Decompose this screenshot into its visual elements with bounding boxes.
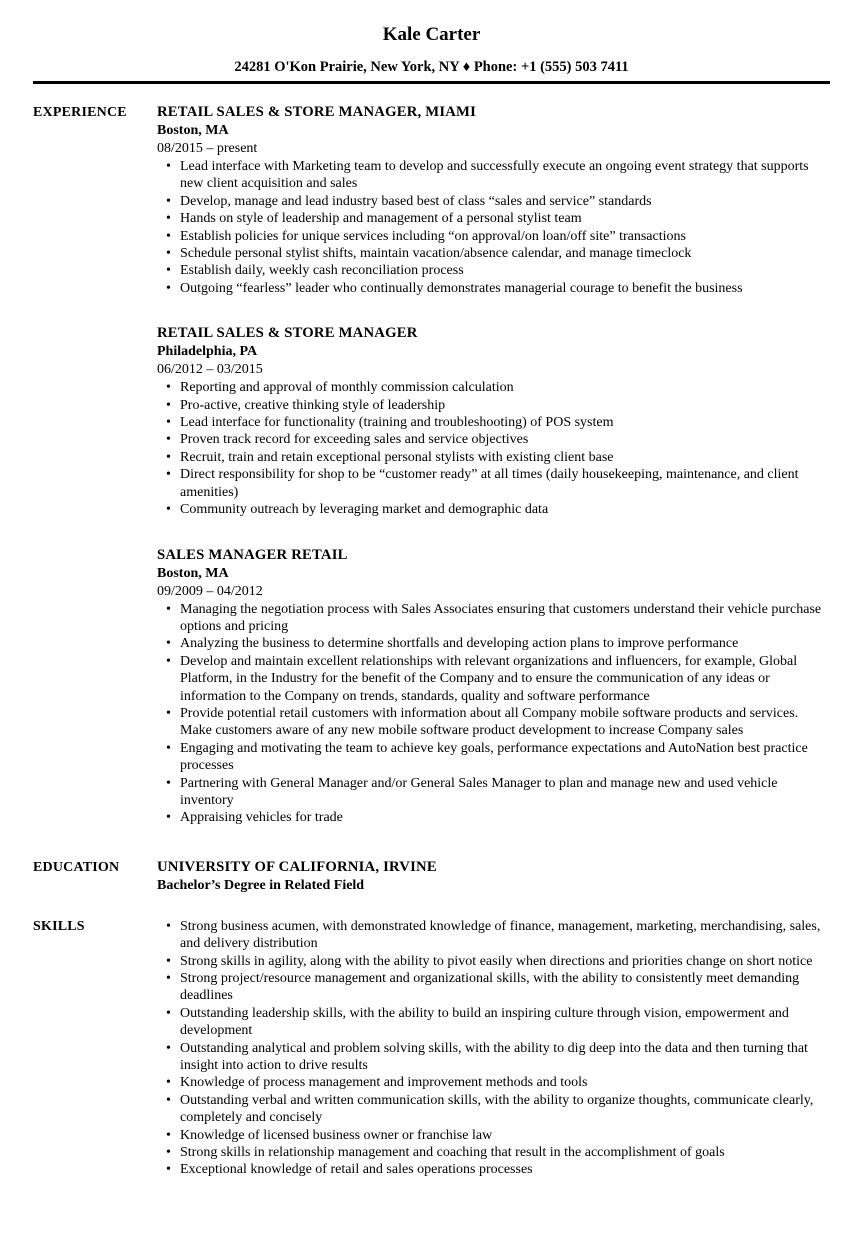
bullet-item: • Proven track record for exceeding sales and service objectives	[157, 431, 830, 448]
skills-section	[33, 917, 830, 1179]
bullet-item: • Reporting and approval of monthly commission calculation	[157, 379, 830, 396]
bullet-item: • Establish policies for unique services including “on approval/on loan/off site” transactions	[157, 228, 830, 245]
bullet-item: • Strong business acumen, with demonstrated knowledge of finance, management, marketing, merchandising, sales, and delivery distribution	[157, 918, 830, 953]
bullet-item: • Analyzing the business to determine shortfalls and developing action plans to improve performance	[157, 635, 830, 652]
bullet-item: • Lead interface for functionality (training and troubleshooting) of POS system	[157, 414, 830, 431]
bullet-item: • Knowledge of process management and improvement methods and tools	[157, 1074, 830, 1091]
skills-bullet-list	[157, 918, 830, 1179]
job-bullet-list	[157, 158, 830, 297]
bullet-item: • Outstanding verbal and written communication skills, with the ability to organize thoughts, communicate clearly, completely and concisely	[157, 1092, 830, 1127]
bullet-item: • Knowledge of licensed business owner or franchise law	[157, 1127, 830, 1144]
skills-content	[157, 917, 830, 1179]
bullet-item: • Outstanding leadership skills, with the ability to build an inspiring culture through vision, empowerment and development	[157, 1005, 830, 1040]
bullet-item: • Schedule personal stylist shifts, maintain vacation/absence calendar, and manage timeclock	[157, 245, 830, 262]
bullet-item: • Outgoing “fearless” leader who continually demonstrates managerial courage to benefit the business	[157, 280, 830, 297]
bullet-item: • Exceptional knowledge of retail and sales operations processes	[157, 1161, 830, 1178]
education-content	[157, 858, 830, 895]
bullet-item: • Establish daily, weekly cash reconciliation process	[157, 262, 830, 279]
job-entry-1	[157, 103, 830, 297]
bullet-item: • Partnering with General Manager and/or General Sales Manager to plan and manage new and used vehicle inventory	[157, 775, 830, 810]
header-divider	[33, 81, 830, 84]
job-title: RETAIL SALES & STORE MANAGER	[157, 325, 418, 342]
job-title: SALES MANAGER RETAIL	[157, 546, 348, 563]
job-entry-2	[157, 324, 830, 518]
bullet-item: • Recruit, train and retain exceptional personal stylists with existing client base	[157, 449, 830, 466]
bullet-item: • Strong project/resource management and organizational skills, with the ability to consistently meet demanding deadlines	[157, 970, 830, 1005]
job-location: Philadelphia, PA	[157, 344, 258, 360]
education-section	[33, 858, 830, 895]
education-label: EDUCATION	[33, 859, 120, 875]
job-dates: 09/2009 – 04/2012	[157, 583, 263, 599]
job-title: RETAIL SALES & STORE MANAGER, MIAMI	[157, 104, 477, 120]
job-dates: 08/2015 – present	[157, 141, 258, 156]
experience-content	[157, 103, 830, 827]
job-dates: 06/2012 – 03/2015	[157, 362, 263, 378]
bullet-item: • Provide potential retail customers with information about all Company mobile software products and services. Make customers aware of any new mobile software product development to increase Company sales	[157, 705, 830, 740]
bullet-item: • Lead interface with Marketing team to develop and successfully execute an ongoing event strategy that supports new client acquisition and sales	[157, 158, 830, 193]
job-bullet-list	[157, 601, 830, 827]
bullet-item: • Pro-active, creative thinking style of leadership	[157, 397, 830, 414]
job-location: Boston, MA	[157, 565, 229, 581]
bullet-item: • Direct responsibility for shop to be “customer ready” at all times (daily housekeeping, maintenance, and client amenities)	[157, 466, 830, 501]
bullet-item: • Managing the negotiation process with Sales Associates ensuring that customers understand their vehicle purchase options and pricing	[157, 601, 830, 636]
experience-section	[33, 103, 830, 827]
bullet-item: • Community outreach by leveraging market and demographic data	[157, 501, 830, 518]
degree-name: Bachelor’s Degree in Related Field	[157, 877, 365, 893]
bullet-item: • Develop and maintain excellent relationships with relevant organizations and influencers, for example, Global Platform, in the Industry for the benefit of the Company and to ensure the communication of any ideas or information to the Company on trends, standards, quality and software performance	[157, 653, 830, 705]
experience-label: EXPERIENCE	[33, 105, 127, 120]
bullet-item: • Strong skills in relationship management and coaching that result in the accomplishment of goals	[157, 1144, 830, 1161]
bullet-item: • Develop, manage and lead industry based best of class “sales and service” standards	[157, 193, 830, 210]
skills-label: SKILLS	[33, 918, 85, 934]
bullet-item: • Engaging and motivating the team to achieve key goals, performance expectations and AutoNation best practice processes	[157, 740, 830, 775]
job-bullet-list	[157, 379, 830, 518]
job-location: Boston, MA	[157, 123, 229, 138]
bullet-item: • Appraising vehicles for trade	[157, 809, 830, 826]
bullet-item: • Hands on style of leadership and management of a personal stylist team	[157, 210, 830, 227]
contact-line: 24281 O'Kon Prairie, New York, NY ♦ Phone: +1 (555) 503 7411	[234, 59, 629, 75]
person-name: Kale Carter	[382, 24, 481, 45]
bullet-item: • Strong skills in agility, along with the ability to pivot easily when directions and priorities change on short notice	[157, 953, 830, 970]
job-entry-3	[157, 546, 830, 827]
school-name: UNIVERSITY OF CALIFORNIA, IRVINE	[157, 858, 437, 875]
bullet-item: • Outstanding analytical and problem solving skills, with the ability to dig deep into the data and then turning that insight into action to drive results	[157, 1040, 830, 1075]
